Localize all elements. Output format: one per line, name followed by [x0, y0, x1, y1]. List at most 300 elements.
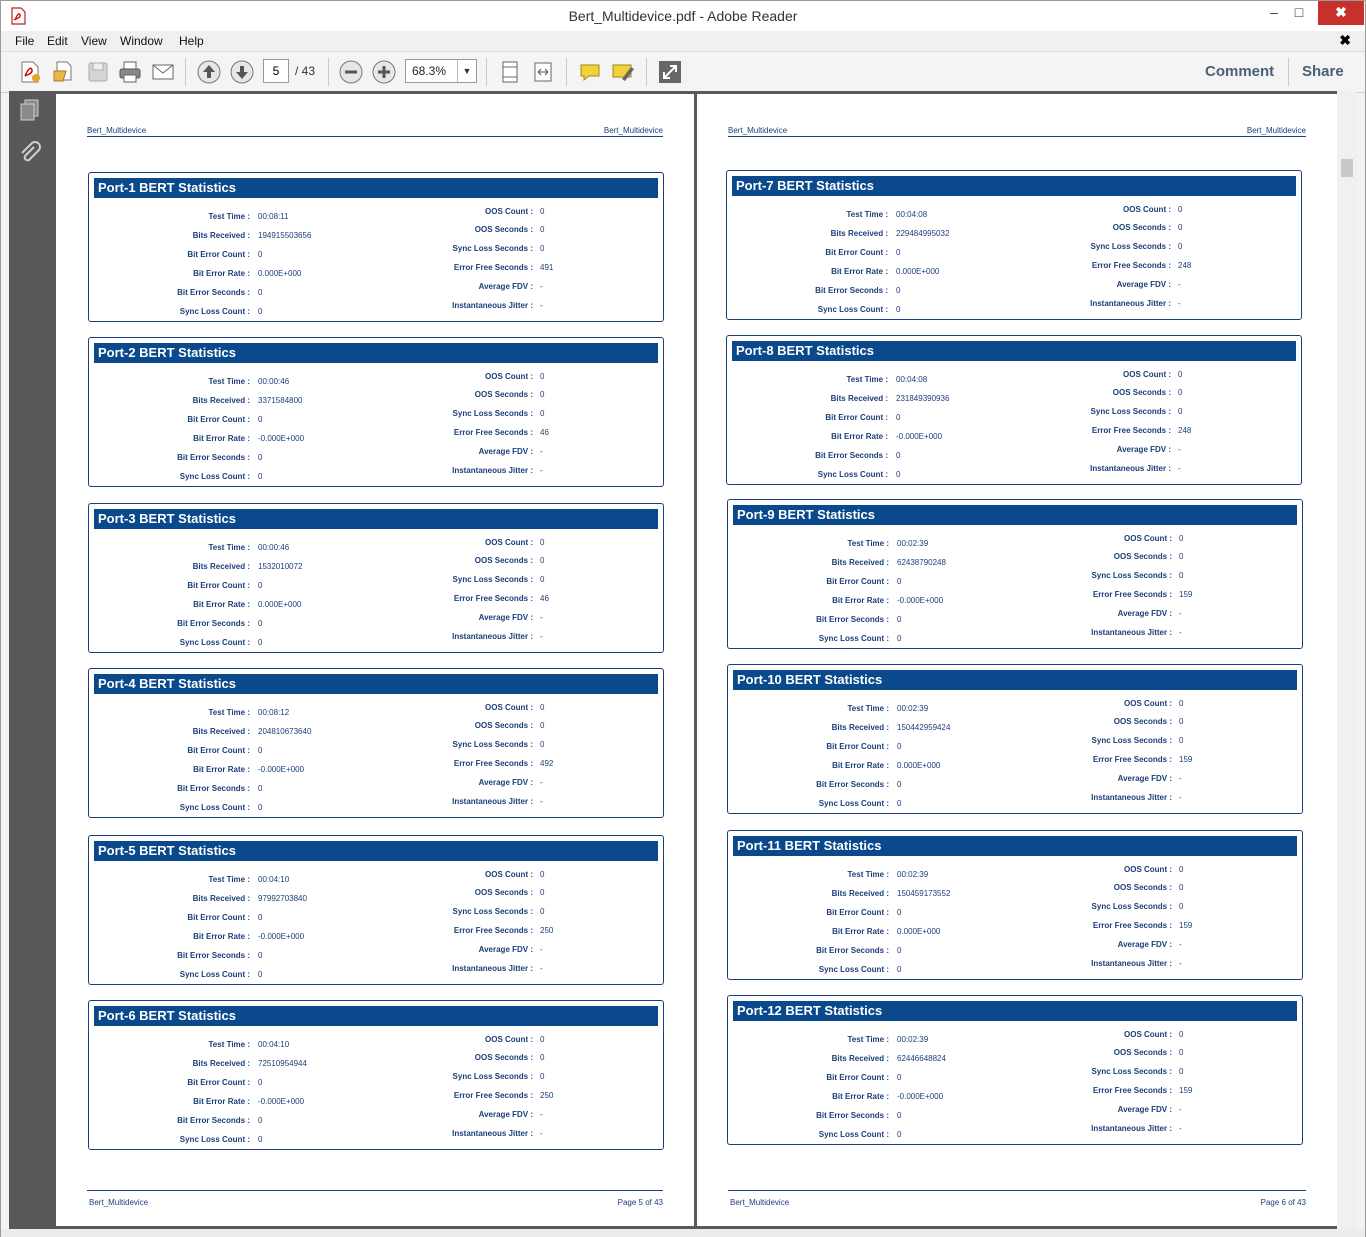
stat-label: Instantaneous Jitter :: [452, 466, 533, 475]
stat-label: Error Free Seconds :: [453, 594, 533, 603]
menu-bar: [1, 31, 1365, 51]
stat-value: 159: [1179, 1086, 1193, 1095]
stat-label: Sync Loss Count :: [179, 638, 250, 647]
stat-value: 0: [258, 638, 263, 647]
stat-value: 3371584800: [258, 396, 303, 405]
stat-label: OOS Seconds :: [1112, 388, 1171, 397]
stat-label: OOS Count :: [1124, 865, 1172, 874]
scrollbar-thumb[interactable]: [1341, 159, 1353, 177]
zoom-out-icon[interactable]: [338, 59, 364, 85]
menu-edit[interactable]: Edit: [47, 34, 68, 48]
close-button[interactable]: ✖: [1318, 1, 1364, 25]
stat-value: -: [1179, 1105, 1182, 1114]
bert-stats-card: [727, 995, 1303, 1145]
stat-label: Bit Error Seconds :: [815, 451, 888, 460]
page-number-input[interactable]: 5: [263, 59, 289, 83]
stat-label: Sync Loss Count :: [179, 970, 250, 979]
stat-label: OOS Count :: [485, 703, 533, 712]
stat-label: Sync Loss Seconds :: [452, 1072, 533, 1081]
stat-label: OOS Seconds :: [474, 721, 533, 730]
stat-label: OOS Seconds :: [1113, 552, 1172, 561]
stat-value: 0: [540, 575, 545, 584]
stat-value: 00:04:08: [896, 375, 928, 384]
stat-value: 0: [258, 1135, 263, 1144]
stat-value: -0.000E+000: [258, 1097, 305, 1106]
highlight-icon[interactable]: [610, 59, 636, 85]
stat-value: -: [540, 964, 543, 973]
stat-value: 0: [540, 372, 545, 381]
stat-value: 72510954944: [258, 1059, 307, 1068]
stat-value: 231849390936: [896, 394, 950, 403]
stat-value: 0.000E+000: [897, 927, 941, 936]
stat-value: 159: [1179, 755, 1193, 764]
fit-page-icon[interactable]: [497, 59, 523, 85]
stat-value: 0: [897, 634, 902, 643]
stat-label: OOS Seconds :: [474, 390, 533, 399]
stat-value: -: [1179, 1124, 1182, 1133]
stat-value: 0: [258, 619, 263, 628]
stat-value: 62438790248: [897, 558, 946, 567]
comment-icon[interactable]: [577, 59, 603, 85]
stat-value: -: [1178, 280, 1181, 289]
stat-value: 0: [897, 1111, 902, 1120]
stat-value: 250: [540, 1091, 554, 1100]
page-number: Page 6 of 43: [1260, 1198, 1306, 1207]
stat-label: Test Time :: [846, 375, 888, 384]
stat-label: Error Free Seconds :: [1092, 590, 1172, 599]
navigation-pane: [9, 91, 52, 1229]
stat-label: Bits Received :: [831, 889, 889, 898]
stat-value: 00:08:11: [258, 212, 289, 221]
stat-label: Bit Error Rate :: [832, 927, 889, 936]
stat-value: 0: [896, 470, 901, 479]
stat-label: Bit Error Rate :: [193, 434, 250, 443]
toolbar-separator: [646, 58, 647, 86]
stat-label: Bit Error Count :: [826, 908, 889, 917]
stat-value: 0.000E+000: [897, 761, 941, 770]
stat-label: Sync Loss Seconds :: [1091, 1067, 1172, 1076]
card-title: Port-1 BERT Statistics: [94, 178, 658, 198]
stat-label: Bits Received :: [192, 894, 250, 903]
bert-stats-card: [88, 172, 664, 322]
print-icon[interactable]: [117, 59, 143, 85]
bert-stats-card: [727, 830, 1303, 980]
stat-label: Bit Error Rate :: [832, 596, 889, 605]
report-page: [697, 94, 1337, 1226]
card-title: Port-11 BERT Statistics: [733, 836, 1297, 856]
stat-value: 0: [1179, 883, 1184, 892]
stat-label: Bits Received :: [192, 562, 250, 571]
stat-label: Instantaneous Jitter :: [1091, 628, 1172, 637]
stat-value: 248: [1178, 261, 1192, 270]
stat-value: -: [540, 632, 543, 641]
stat-value: 0: [1179, 534, 1184, 543]
stat-value: 0: [540, 409, 545, 418]
stat-label: Sync Loss Seconds :: [452, 740, 533, 749]
stat-label: OOS Count :: [1124, 699, 1172, 708]
stat-value: 0.000E+000: [258, 269, 302, 278]
page-footer-left: Bert_Multidevice: [89, 1198, 149, 1207]
stat-value: 0: [897, 1073, 902, 1082]
stat-label: Error Free Seconds :: [1091, 261, 1171, 270]
stat-value: -: [540, 466, 543, 475]
stat-label: OOS Seconds :: [1113, 1048, 1172, 1057]
stat-label: OOS Seconds :: [1113, 883, 1172, 892]
menu-help[interactable]: Help: [179, 34, 204, 48]
share-pane-link[interactable]: Share: [1302, 63, 1344, 80]
stat-label: Bits Received :: [192, 396, 250, 405]
stat-label: Instantaneous Jitter :: [1091, 793, 1172, 802]
stat-value: 492: [540, 759, 554, 768]
stat-label: OOS Count :: [485, 870, 533, 879]
stat-label: Average FDV :: [478, 778, 533, 787]
title-bar: [1, 1, 1365, 31]
stat-value: 00:04:10: [258, 1040, 290, 1049]
stat-label: OOS Count :: [1123, 205, 1171, 214]
stat-value: 0: [258, 472, 263, 481]
stat-value: 0: [1179, 865, 1184, 874]
stat-label: Bits Received :: [830, 229, 888, 238]
stat-label: Test Time :: [208, 1040, 250, 1049]
stat-label: Instantaneous Jitter :: [1090, 299, 1171, 308]
stat-value: 1532010072: [258, 562, 303, 571]
card-title: Port-2 BERT Statistics: [94, 343, 658, 363]
menu-view[interactable]: View: [81, 34, 107, 48]
stat-label: Error Free Seconds :: [453, 263, 533, 272]
stat-value: -: [540, 1129, 543, 1138]
attachments-icon[interactable]: [18, 141, 42, 165]
bert-stats-card: [726, 170, 1302, 320]
stat-value: 0: [897, 577, 902, 586]
stat-value: 229484995032: [896, 229, 950, 238]
bert-stats-card: [88, 1000, 664, 1150]
page-header-right: Bert_Multidevice: [603, 126, 663, 135]
stat-value: 0: [1179, 902, 1184, 911]
stat-value: 97992703840: [258, 894, 307, 903]
stat-label: Average FDV :: [1117, 1105, 1172, 1114]
stat-label: Bits Received :: [831, 1054, 889, 1063]
stat-label: Sync Loss Seconds :: [1090, 242, 1171, 251]
stat-value: 00:04:10: [258, 875, 290, 884]
comment-pane-link[interactable]: Comment: [1205, 63, 1275, 80]
page-footer-left: Bert_Multidevice: [730, 1198, 790, 1207]
stat-label: Bit Error Count :: [187, 250, 250, 259]
stat-label: Bits Received :: [192, 1059, 250, 1068]
stat-label: OOS Seconds :: [474, 556, 533, 565]
stat-value: 00:04:08: [896, 210, 928, 219]
stat-value: 0: [897, 799, 902, 808]
zoom-in-icon[interactable]: [371, 59, 397, 85]
stat-label: Bit Error Count :: [187, 913, 250, 922]
stat-value: 204810673640: [258, 727, 312, 736]
stat-label: Average FDV :: [478, 1110, 533, 1119]
stat-value: 0: [1178, 223, 1183, 232]
stat-value: 0: [1179, 1067, 1184, 1076]
stat-label: OOS Count :: [485, 207, 533, 216]
stat-label: Bits Received :: [831, 558, 889, 567]
card-title: Port-7 BERT Statistics: [732, 176, 1296, 196]
stat-value: 0: [258, 803, 263, 812]
stat-value: -: [540, 613, 543, 622]
stat-label: Bits Received :: [831, 723, 889, 732]
stat-value: 0: [540, 721, 545, 730]
bert-stats-card: [88, 668, 664, 818]
stat-value: -: [1179, 609, 1182, 618]
stat-value: 0: [540, 907, 545, 916]
stat-value: 0: [258, 1116, 263, 1125]
stat-value: -0.000E+000: [897, 1092, 944, 1101]
stat-label: Bits Received :: [192, 727, 250, 736]
stat-label: Error Free Seconds :: [453, 1091, 533, 1100]
stat-value: 62446648824: [897, 1054, 946, 1063]
stat-label: Error Free Seconds :: [1092, 1086, 1172, 1095]
stat-value: 0: [896, 451, 901, 460]
save-icon[interactable]: [85, 59, 111, 85]
stat-value: 0: [897, 965, 902, 974]
open-icon[interactable]: [51, 59, 77, 85]
footer-rule: [728, 1190, 1306, 1191]
stat-label: Sync Loss Count :: [818, 799, 889, 808]
stat-label: Instantaneous Jitter :: [452, 1129, 533, 1138]
stat-label: Bit Error Seconds :: [816, 1111, 889, 1120]
stat-label: Bit Error Seconds :: [177, 288, 250, 297]
stat-value: -: [1179, 793, 1182, 802]
toolbar-separator: [1288, 58, 1289, 86]
horizontal-scrollbar[interactable]: [1, 1229, 1365, 1237]
stat-label: Instantaneous Jitter :: [452, 964, 533, 973]
stat-value: -: [540, 301, 543, 310]
stat-value: 0: [258, 581, 263, 590]
stat-label: Bit Error Seconds :: [177, 1116, 250, 1125]
stat-label: Instantaneous Jitter :: [1091, 959, 1172, 968]
stat-label: Bit Error Rate :: [193, 765, 250, 774]
stat-label: Test Time :: [847, 1035, 889, 1044]
stat-value: 00:02:39: [897, 704, 929, 713]
stat-value: 0: [258, 453, 263, 462]
stat-value: 150442959424: [897, 723, 951, 732]
toolbar-separator: [566, 58, 567, 86]
stat-label: Test Time :: [208, 875, 250, 884]
fit-width-icon[interactable]: [530, 59, 556, 85]
stat-label: Bit Error Rate :: [193, 269, 250, 278]
stat-label: Average FDV :: [1117, 940, 1172, 949]
stat-label: Sync Loss Count :: [818, 965, 889, 974]
stat-value: 0: [1178, 407, 1183, 416]
page-header-right: Bert_Multidevice: [1246, 126, 1306, 135]
stat-label: Test Time :: [208, 543, 250, 552]
stat-label: Bit Error Count :: [187, 1078, 250, 1087]
card-title: Port-12 BERT Statistics: [733, 1001, 1297, 1021]
report-page: [56, 94, 694, 1226]
stat-value: 0: [896, 286, 901, 295]
stat-value: 0: [540, 556, 545, 565]
card-title: Port-6 BERT Statistics: [94, 1006, 658, 1026]
stat-label: Bit Error Seconds :: [177, 453, 250, 462]
stat-label: Sync Loss Count :: [818, 634, 889, 643]
stat-value: 0: [540, 1053, 545, 1062]
full-screen-icon[interactable]: [657, 59, 683, 85]
stat-value: 0: [1178, 242, 1183, 251]
stat-label: Test Time :: [847, 539, 889, 548]
stat-label: Test Time :: [208, 212, 250, 221]
stat-label: Bits Received :: [830, 394, 888, 403]
stat-label: Error Free Seconds :: [453, 428, 533, 437]
pages-icon[interactable]: [18, 98, 42, 122]
stat-label: Instantaneous Jitter :: [452, 301, 533, 310]
toolbar-separator: [486, 58, 487, 86]
page-number: Page 5 of 43: [617, 1198, 663, 1207]
stat-value: -: [1178, 299, 1181, 308]
maximize-button[interactable]: □: [1294, 4, 1304, 20]
stat-label: OOS Count :: [1124, 1030, 1172, 1039]
stat-label: Bit Error Count :: [826, 1073, 889, 1082]
stat-value: 0: [896, 248, 901, 257]
stat-label: Average FDV :: [478, 447, 533, 456]
vertical-scrollbar[interactable]: [1337, 91, 1357, 1229]
stat-label: Bit Error Rate :: [831, 432, 888, 441]
stat-value: 00:02:39: [897, 539, 929, 548]
stat-label: Sync Loss Seconds :: [452, 907, 533, 916]
stat-value: 0: [258, 288, 263, 297]
stat-label: Average FDV :: [478, 282, 533, 291]
stat-label: Test Time :: [847, 704, 889, 713]
stat-value: -: [540, 282, 543, 291]
stat-value: 0: [258, 913, 263, 922]
stat-value: -: [540, 797, 543, 806]
stat-value: 0: [897, 615, 902, 624]
stat-label: Error Free Seconds :: [1092, 755, 1172, 764]
stat-label: Instantaneous Jitter :: [452, 632, 533, 641]
stat-label: Sync Loss Count :: [817, 470, 888, 479]
card-title: Port-5 BERT Statistics: [94, 841, 658, 861]
stat-value: 0: [258, 307, 263, 316]
stat-label: Instantaneous Jitter :: [1091, 1124, 1172, 1133]
stat-value: 0: [540, 390, 545, 399]
stat-label: Average FDV :: [478, 945, 533, 954]
stat-label: Bit Error Rate :: [193, 600, 250, 609]
stat-label: Sync Loss Count :: [179, 1135, 250, 1144]
stat-value: 0: [1178, 205, 1183, 214]
page-header-left: Bert_Multidevice: [87, 126, 147, 135]
stat-value: 0: [258, 1078, 263, 1087]
stat-label: Bit Error Count :: [826, 742, 889, 751]
stat-label: Average FDV :: [1116, 280, 1171, 289]
stat-label: Bit Error Seconds :: [177, 619, 250, 628]
stat-value: 0: [540, 538, 545, 547]
previous-page-icon[interactable]: [196, 59, 222, 85]
stat-label: Bit Error Count :: [826, 577, 889, 586]
menu-window[interactable]: Window: [120, 34, 163, 48]
stat-value: -: [1179, 628, 1182, 637]
stat-value: -: [1179, 774, 1182, 783]
stat-label: Sync Loss Seconds :: [1090, 407, 1171, 416]
stat-label: Bit Error Rate :: [831, 267, 888, 276]
stat-label: Bit Error Count :: [187, 415, 250, 424]
stat-label: Error Free Seconds :: [453, 926, 533, 935]
stat-value: 0: [258, 951, 263, 960]
toolbar-separator: [328, 58, 329, 86]
stat-label: Sync Loss Seconds :: [1091, 902, 1172, 911]
stat-value: 0: [540, 225, 545, 234]
stat-value: 0: [1179, 699, 1184, 708]
toolbar-separator: [185, 58, 186, 86]
stat-label: Bit Error Count :: [187, 746, 250, 755]
stat-value: -: [1178, 464, 1181, 473]
footer-rule: [87, 1190, 663, 1191]
stat-label: Sync Loss Count :: [179, 803, 250, 812]
stat-value: 46: [540, 428, 549, 437]
stat-label: Average FDV :: [1116, 445, 1171, 454]
stat-label: Bit Error Count :: [187, 581, 250, 590]
header-rule: [87, 136, 663, 137]
bert-stats-card: [88, 337, 664, 487]
stat-value: 0: [540, 740, 545, 749]
stat-label: OOS Count :: [485, 1035, 533, 1044]
stat-value: 0: [540, 207, 545, 216]
bert-stats-card: [727, 499, 1303, 649]
stat-label: Bit Error Seconds :: [177, 784, 250, 793]
stat-label: Bit Error Rate :: [193, 1097, 250, 1106]
stat-value: 0: [540, 1035, 545, 1044]
menu-file[interactable]: File: [15, 34, 35, 48]
stat-label: Sync Loss Seconds :: [1091, 571, 1172, 580]
stat-label: Average FDV :: [1117, 609, 1172, 618]
stat-value: 0: [897, 946, 902, 955]
stat-label: OOS Seconds :: [474, 1053, 533, 1062]
stat-value: 250: [540, 926, 554, 935]
minimize-button[interactable]: –: [1270, 4, 1278, 20]
stat-label: Average FDV :: [478, 613, 533, 622]
next-page-icon[interactable]: [229, 59, 255, 85]
stat-value: -: [1178, 445, 1181, 454]
stat-label: Sync Loss Count :: [179, 307, 250, 316]
stat-value: 0: [1179, 717, 1184, 726]
stat-value: 159: [1179, 921, 1193, 930]
stat-label: Bit Error Seconds :: [816, 615, 889, 624]
stat-value: 00:00:46: [258, 377, 290, 386]
stat-value: 0: [258, 746, 263, 755]
card-title: Port-9 BERT Statistics: [733, 505, 1297, 525]
stat-value: 159: [1179, 590, 1193, 599]
chevron-down-icon[interactable]: ▼: [457, 60, 476, 82]
bert-stats-card: [726, 335, 1302, 485]
stat-label: Error Free Seconds :: [1091, 426, 1171, 435]
email-icon[interactable]: [150, 59, 176, 85]
page-total: / 43: [295, 64, 316, 78]
stat-label: Bit Error Rate :: [832, 1092, 889, 1101]
stat-value: -: [540, 945, 543, 954]
stat-label: OOS Count :: [1123, 370, 1171, 379]
create-pdf-icon[interactable]: [17, 59, 43, 85]
stat-label: Bit Error Rate :: [832, 761, 889, 770]
stat-value: 0: [1179, 1048, 1184, 1057]
stat-value: 0: [897, 742, 902, 751]
stat-label: OOS Count :: [485, 538, 533, 547]
stat-label: Bits Received :: [192, 231, 250, 240]
stat-label: Sync Loss Seconds :: [452, 575, 533, 584]
close-document-icon[interactable]: ✖: [1339, 32, 1351, 48]
stat-value: 0: [1178, 370, 1183, 379]
stat-value: 0: [1178, 388, 1183, 397]
stat-value: 0: [897, 1130, 902, 1139]
stat-label: OOS Count :: [1124, 534, 1172, 543]
stat-label: Sync Loss Seconds :: [452, 244, 533, 253]
stat-value: 0: [540, 888, 545, 897]
zoom-select[interactable]: [405, 59, 477, 83]
stat-value: -0.000E+000: [258, 765, 305, 774]
stat-label: Sync Loss Count :: [179, 472, 250, 481]
stat-label: Bit Error Rate :: [193, 932, 250, 941]
